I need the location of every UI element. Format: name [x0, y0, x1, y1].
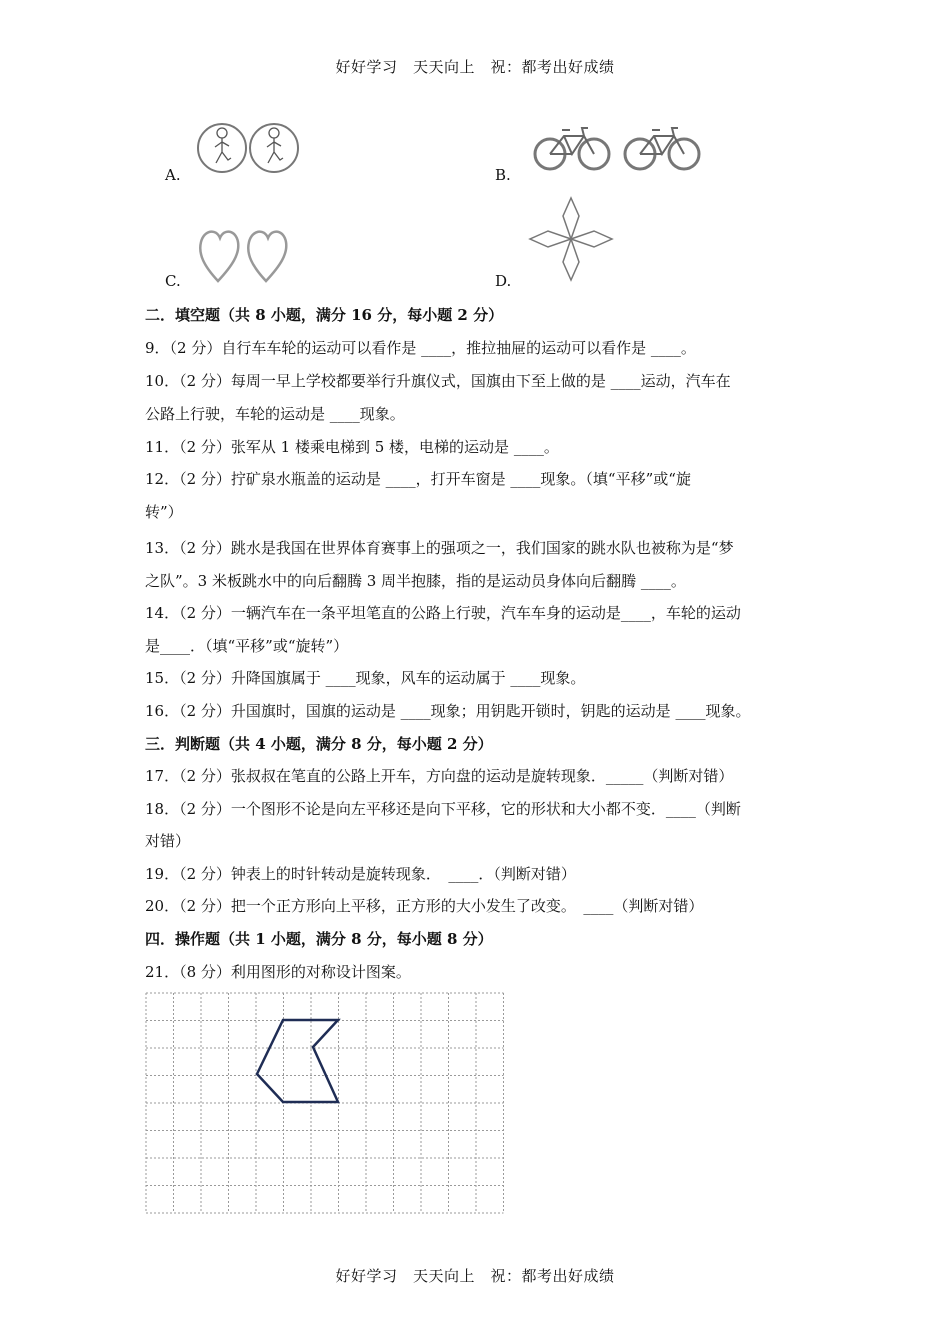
hearts-icon [196, 226, 290, 284]
section-4-heading: 四．操作题（共 1 小题，满分 8 分，每小题 8 分） [145, 930, 493, 948]
question-14-line-1: 14．（2 分）一辆汽车在一条平坦笔直的公路上行驶，汽车车身的运动是____，车轮的运动 [145, 604, 741, 622]
page-footer: 好好学习 天天向上 祝：都考出好成绩 [335, 1267, 615, 1285]
option-c-label: C. [165, 272, 181, 290]
option-d-label: D. [495, 272, 512, 290]
question-10-line-2: 公路上行驶，车轮的运动是 ____现象。 [145, 405, 405, 423]
question-15: 15．（2 分）升降国旗属于 ____现象，风车的运动属于 ____现象。 [145, 669, 586, 687]
section-3-heading: 三．判断题（共 4 小题，满分 8 分，每小题 2 分） [145, 735, 493, 753]
question-14-line-2: 是____．（填“平移”或“旋转”） [145, 637, 349, 655]
diamond-flower-icon [528, 196, 614, 282]
question-10-line-1: 10．（2 分）每周一早上学校都要举行升旗仪式，国旗由下至上做的是 ____运动，汽车在 [145, 372, 731, 390]
page-header: 好好学习 天天向上 祝：都考出好成绩 [335, 58, 615, 76]
question-13-line-2: 之队”。3 米板跳水中的向后翻腾 3 周半抱膝，指的是运动员身体向后翻腾 ____。 [145, 572, 686, 590]
question-21: 21．（8 分）利用图形的对称设计图案。 [145, 963, 411, 981]
question-19: 19．（2 分）钟表上的时针转动是旋转现象． ____．（判断对错） [145, 865, 576, 883]
option-b-label: B. [495, 166, 511, 184]
question-16: 16．（2 分）升国旗时，国旗的运动是 ____现象；用钥匙开锁时，钥匙的运动是 ____现象。 [145, 702, 751, 720]
question-9: 9．（2 分）自行车车轮的运动可以看作是 ____，推拉抽屉的运动可以看作是 ____。 [145, 339, 696, 357]
bicycles-icon [532, 124, 702, 174]
arrow-shape [257, 1020, 338, 1102]
question-11: 11．（2 分）张军从 1 楼乘电梯到 5 楼，电梯的运动是 ____。 [145, 438, 559, 456]
question-18-line-2: 对错） [145, 832, 191, 850]
question-12-line-1: 12．（2 分）拧矿泉水瓶盖的运动是 ____，打开车窗是 ____现象。（填“平移”或“旋 [145, 470, 691, 488]
question-12-line-2: 转”） [145, 503, 183, 521]
question-18-line-1: 18．（2 分）一个图形不论是向左平移还是向下平移，它的形状和大小都不变．____（判断 [145, 800, 741, 818]
question-13-line-1: 13．（2 分）跳水是我国在世界体育赛事上的强项之一，我们国家的跳水队也被称为是“梦 [145, 539, 734, 557]
walking-figures-icon [196, 122, 304, 174]
pattern-grid [145, 992, 505, 1214]
question-17: 17．（2 分）张叔叔在笔直的公路上开车，方向盘的运动是旋转现象．_____（判断对错） [145, 767, 734, 785]
section-2-heading: 二．填空题（共 8 小题，满分 16 分，每小题 2 分） [145, 306, 504, 324]
question-20: 20．（2 分）把一个正方形向上平移，正方形的大小发生了改变。 ____（判断对错） [145, 897, 704, 915]
option-a-label: A. [165, 166, 181, 184]
